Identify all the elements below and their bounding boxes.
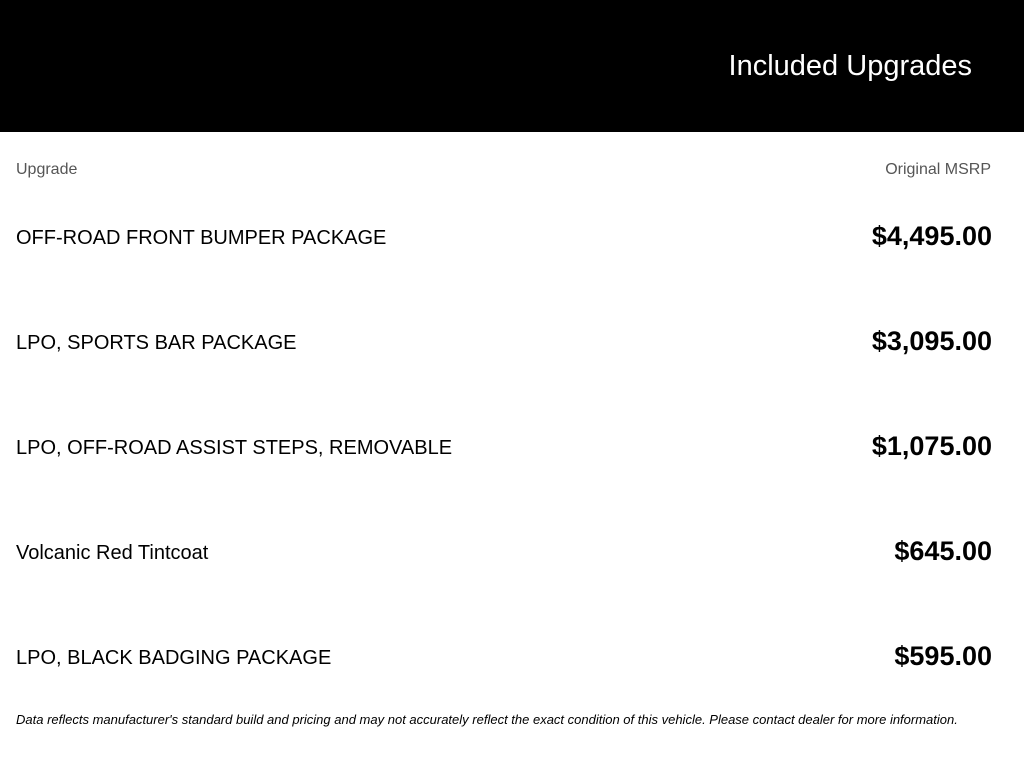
upgrade-price: $3,095.00: [871, 326, 992, 356]
upgrade-price: $595.00: [894, 641, 992, 671]
upgrade-name: OFF-ROAD FRONT BUMPER PACKAGE: [16, 227, 387, 249]
column-header-msrp: Original MSRP: [885, 161, 991, 178]
upgrade-row: [0, 532, 1024, 572]
upgrade-row: [0, 637, 1024, 677]
page-header: [0, 0, 1024, 132]
upgrade-name: Volcanic Red Tintcoat: [16, 542, 209, 564]
upgrade-price: $4,495.00: [871, 221, 992, 251]
upgrade-name: LPO, SPORTS BAR PACKAGE: [16, 332, 297, 354]
upgrade-name: LPO, BLACK BADGING PACKAGE: [16, 647, 332, 669]
upgrade-price: $645.00: [894, 536, 992, 566]
column-header-upgrade: Upgrade: [16, 161, 78, 178]
upgrade-name: LPO, OFF-ROAD ASSIST STEPS, REMOVABLE: [16, 437, 453, 459]
upgrade-row: [0, 322, 1024, 362]
upgrade-price: $1,075.00: [871, 431, 992, 461]
upgrade-row: [0, 427, 1024, 467]
disclaimer-text: Data reflects manufacturer's standard build and pricing and may not accurately reflect the exact condition of this vehicle. Please contact dealer for more information.: [16, 712, 958, 727]
page-title: Included Upgrades: [728, 50, 972, 82]
upgrade-row: [0, 217, 1024, 257]
